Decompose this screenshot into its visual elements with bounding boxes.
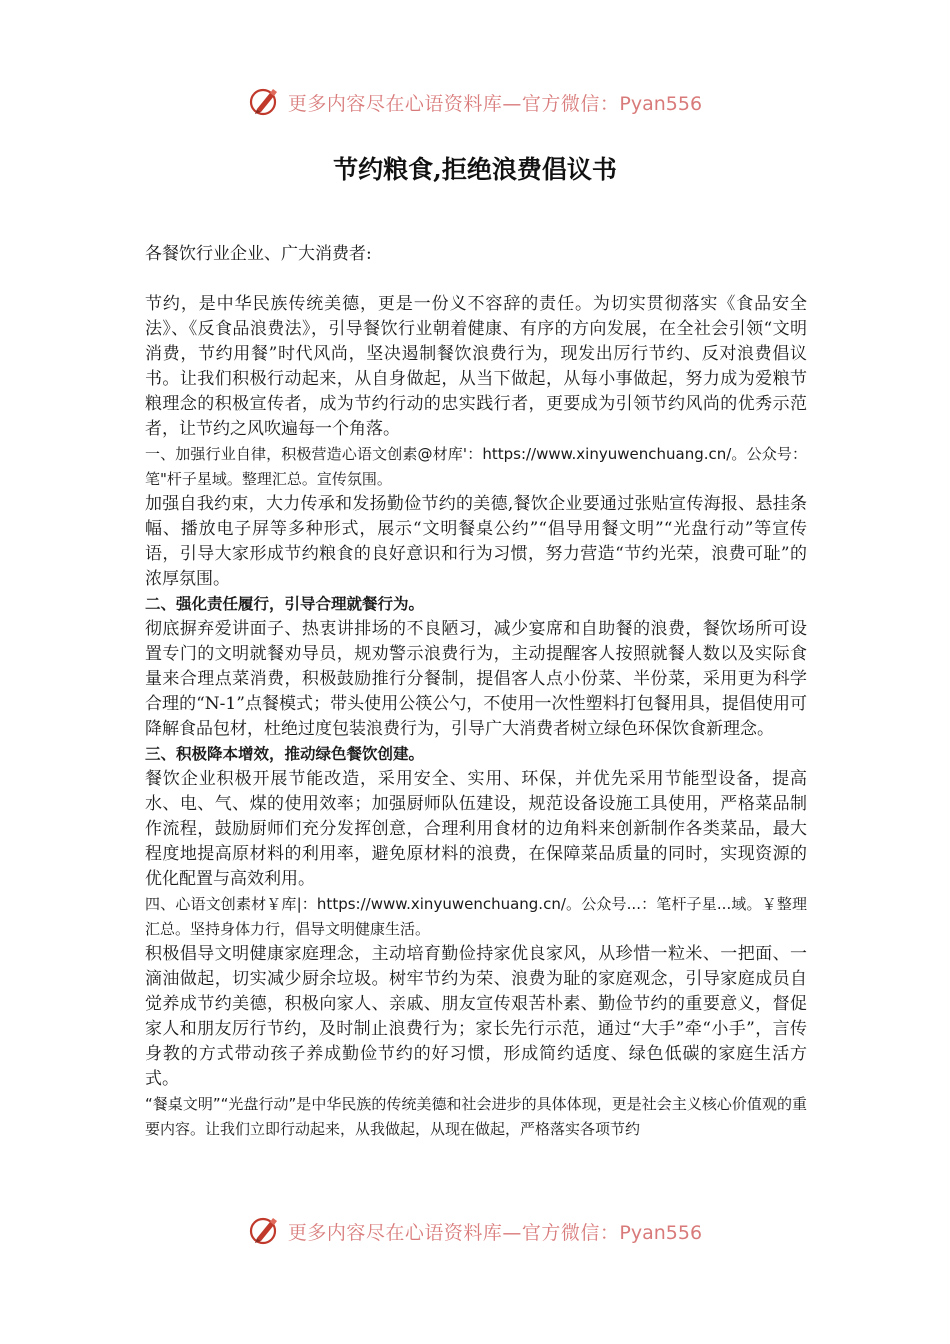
section-1-heading: 一、加强行业自律，积极营造心语文创素@材库'：https://www.xinyuwenchuang.cn/。公众号：笔"杆子星域。整理汇总。宣传氛围。 [145, 445, 807, 488]
section-2-body: 彻底摒弃爱讲面子、热衷讲排场的不良陋习，减少宴席和自助餐的浪费，餐饮场所可设置专门的文明就餐劝导员，规劝警示浪费行为，主动提醒客人按照就餐人数以及实际食量来合理点菜消费，积极鼓励推行分餐制，提倡客人点小份菜、半份菜，采用更为科学合理的“N-1”点餐模式；带头使用公筷公勺，不使用一次性塑料打包餐用具，提倡使用可降解食品包材，杜绝过度包装浪费行为，引导广大消费者树立绿色环保饮食新理念。 [145, 619, 807, 739]
watermark-wechat-id: Pyan556 [619, 92, 703, 115]
section-3-heading: 三、积极降本增效，推动绿色餐饮创建。 [145, 745, 425, 763]
document-title: 节约粮食,拒绝浪费倡议书 [333, 155, 617, 184]
section-1-body: 加强自我约束，大力传承和发扬勤俭节约的美德,餐饮企业要通过张贴宣传海报、悬挂条幅、播放电子屏等多种形式，展示“文明餐桌公约”“倡导用餐文明”“光盘行动”等宣传语，引导大家形成节约粮食的良好意识和行为习惯，努力营造“节约光荣，浪费可耻”的浓厚氛围。 [145, 494, 807, 589]
section-2-heading: 二、强化责任履行，引导合理就餐行为。 [145, 595, 425, 613]
greeting: 各餐饮行业企业、广大消费者: [145, 244, 372, 264]
document-body [145, 242, 807, 1142]
section-3-body: 餐饮企业积极开展节能改造，采用安全、实用、环保，并优先采用节能型设备，提高水、电、气、煤的使用效率；加强厨师队伍建设，规范设备设施工具使用，严格菜品制作流程，鼓励厨师们充分发挥创意，合理利用食材的边角料来创新制作各类菜品，最大程度地提高原材料的利用率，避免原材料的浪费，在保障菜品质量的同时，实现资源的优化配置与高效利用。 [145, 769, 807, 889]
pen-logo-icon [248, 1214, 282, 1248]
intro-paragraph: 节约，是中华民族传统美德，更是一份义不容辞的责任。为切实贯彻落实《食品安全法》、《反食品浪费法》，引导餐饮行业朝着健康、有序的方向发展，在全社会引领“文明消费，节约用餐”时代风尚，坚决遏制餐饮浪费行为，现发出厉行节约、反对浪费倡议书。让我们积极行动起来，从自身做起，从当下做起，从每小事做起，努力成为爱粮节粮理念的积极宣传者，成为节约行动的忠实践行者，更要成为引领节约风尚的优秀示范者，让节约之风吹遍每一个角落。 [145, 294, 807, 439]
pen-logo-icon [248, 85, 282, 119]
watermark-header [0, 80, 950, 124]
watermark-wechat-id: Pyan556 [619, 1221, 703, 1244]
section-4-body: 积极倡导文明健康家庭理念，主动培育勤俭持家优良家风，从珍惜一粒米、一把面、一滴油做起，切实减少厨余垃圾。树牢节约为荣、浪费为耻的家庭观念，引导家庭成员自觉养成节约美德，积极向家人、亲戚、朋友宣传艰苦朴素、勤俭节约的重要意义，督促家人和朋友厉行节约，及时制止浪费行为；家长先行示范，通过“大手”牵“小手”，言传身教的方式带动孩子养成勤俭节约的好习惯，形成简约适度、绿色低碳的家庭生活方式。 [145, 944, 807, 1089]
watermark-text: 更多内容尽在心语资料库—官方微信： [287, 92, 620, 115]
watermark-text: 更多内容尽在心语资料库—官方微信： [287, 1221, 620, 1244]
section-4-heading: 四、心语文创素材￥库|：https://www.xinyuwenchuang.cn/。公众号...：笔杆子星...域。￥整理汇总。坚持身体力行，倡导文明健康生活。 [145, 895, 807, 938]
closing-paragraph: “餐桌文明”“光盘行动”是中华民族的传统美德和社会进步的具体体现，更是社会主义核心价值观的重要内容。让我们立即行动起来，从我做起，从现在做起，严格落实各项节约 [145, 1095, 807, 1138]
watermark-footer [0, 1209, 950, 1253]
